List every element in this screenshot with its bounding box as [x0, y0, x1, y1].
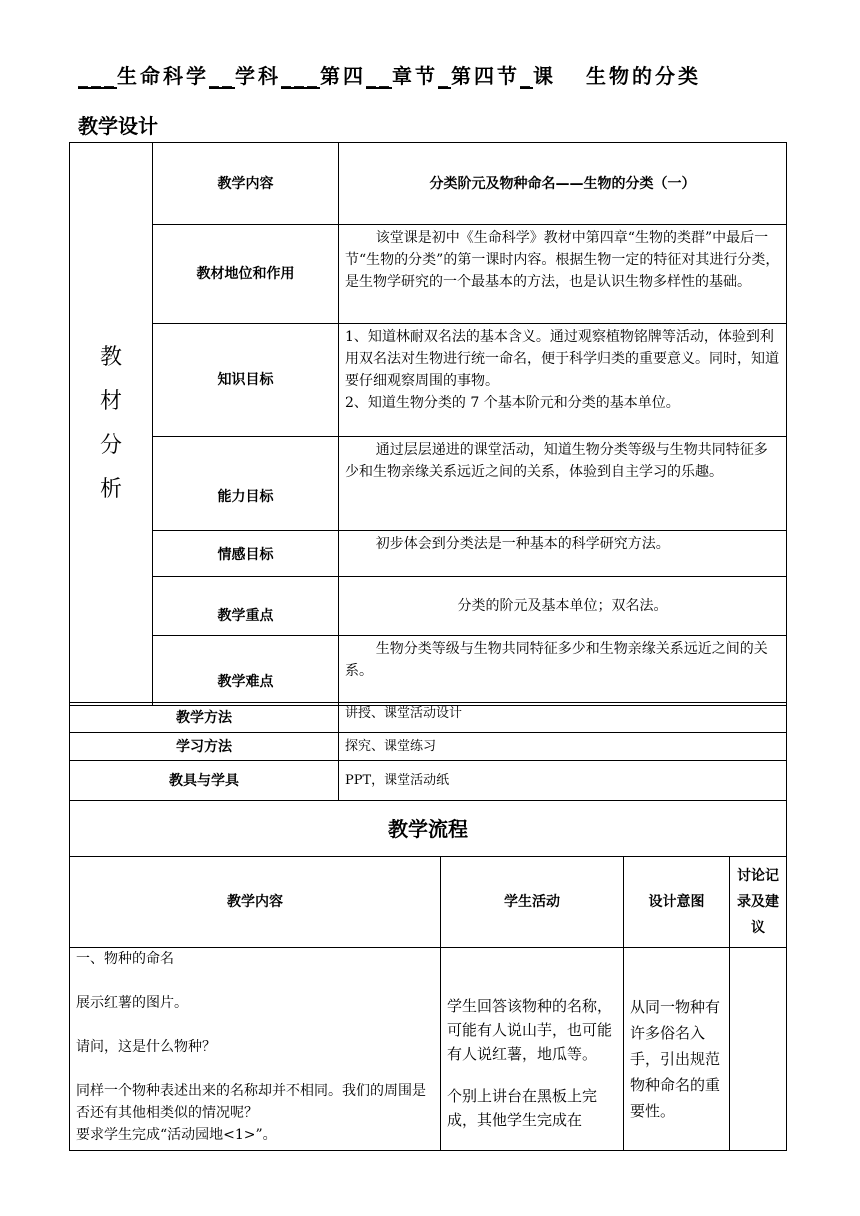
- difficulty-value: 生物分类等级与生物共同特征多少和生物亲缘关系远近之间的关系。: [339, 636, 787, 706]
- heading-chapter: 第四: [320, 64, 366, 88]
- ability-goal-value: 通过层层递进的课堂活动，知道生物分类等级与生物共同特征多少和生物亲缘关系远近之间的关系，体验到自主学习的乐趣。: [339, 437, 787, 531]
- heading-subject: 生命科学: [117, 64, 209, 88]
- row-label: 教学难点: [153, 636, 339, 706]
- flow-header-row: [70, 857, 787, 948]
- analysis-row: [70, 225, 787, 324]
- heading-blank: __: [209, 64, 235, 88]
- activity-line: 学生回答该物种的名称，可能有人说山芋，也可能有人说红薯，地瓜等。: [447, 997, 613, 1063]
- flow-row: [70, 948, 787, 1151]
- emotion-goal-value: 初步体会到分类法是一种基本的科学研究方法。: [339, 531, 787, 577]
- method-label: 教具与学具: [70, 761, 339, 801]
- heading-blank: _: [520, 64, 533, 88]
- method-value: 探究、课堂练习: [339, 733, 787, 761]
- flow-table: [69, 856, 787, 1151]
- method-value: PPT，课堂活动纸: [339, 761, 787, 801]
- heading-section-suffix: 课: [533, 64, 556, 88]
- method-label: 学习方法: [70, 733, 339, 761]
- method-row: [70, 733, 787, 761]
- side-char: 分: [99, 433, 122, 458]
- content-line: 展示红薯的图片。: [76, 995, 188, 1011]
- heading-lesson-title: 生物的分类: [586, 64, 701, 88]
- analysis-row: [70, 636, 787, 706]
- column-header-content: 教学内容: [70, 857, 441, 948]
- analysis-row: [70, 324, 787, 437]
- textbook-role-value: 该堂课是初中《生命科学》教材中第四章“生物的类群”中最后一节“生物的分类”的第一课时内容。根据生物一定的特征对其进行分类，是生物学研究的一个最基本的方法，也是认识生物多样性的基础。: [339, 225, 787, 324]
- side-char: 材: [99, 389, 122, 414]
- knowledge-goal-value: [339, 324, 787, 437]
- column-header-discussion: 讨论记录及建议: [730, 857, 787, 948]
- flow-title: 教学流程: [70, 801, 787, 857]
- column-header-intent: 设计意图: [624, 857, 730, 948]
- heading-blank: ___: [78, 64, 117, 88]
- column-header-activity: 学生活动: [441, 857, 624, 948]
- flow-activity-cell: [441, 948, 624, 1151]
- analysis-row: [70, 577, 787, 636]
- flow-content-cell: [70, 948, 441, 1151]
- row-label: 教学重点: [153, 577, 339, 636]
- key-point-value: 分类的阶元及基本单位；双名法。: [339, 577, 787, 636]
- heading-chapter-suffix: 章节: [392, 64, 438, 88]
- design-label: 教学设计: [78, 114, 158, 138]
- flow-discussion-cell: [730, 948, 787, 1151]
- side-char: 析: [99, 477, 122, 502]
- method-row: [70, 761, 787, 801]
- heading-subject-suffix: 学科: [235, 64, 281, 88]
- row-label: 情感目标: [153, 531, 339, 577]
- knowledge-goal-1: 1、知道林耐双名法的基本含义。通过观察植物铭牌等活动，体验到利用双名法对生物进行统一命名，便于科学归类的重要意义。同时，知道要仔细观察周围的事物。: [345, 329, 779, 389]
- flow-intent-cell: 从同一物种有许多俗名入手，引出规范物种命名的重要性。: [624, 948, 730, 1151]
- side-char: 教: [99, 345, 122, 370]
- row-label: 教学内容: [153, 143, 339, 225]
- row-label: 能力目标: [153, 437, 339, 531]
- analysis-row: [70, 143, 787, 225]
- method-value: 讲授、课堂活动设计: [339, 703, 787, 733]
- methods-table: [69, 702, 787, 857]
- activity-line: 个别上讲台在黑板上完成，其他学生完成在: [447, 1087, 598, 1129]
- heading-blank: _: [438, 64, 451, 88]
- row-label: 知识目标: [153, 324, 339, 437]
- heading-blank: ___: [281, 64, 320, 88]
- content-line: 要求学生完成“活动园地<1>”。: [76, 1127, 277, 1143]
- heading-section: 第四节: [451, 64, 520, 88]
- row-label: 教材地位和作用: [153, 225, 339, 324]
- method-row: [70, 703, 787, 733]
- textbook-analysis-label: [70, 143, 153, 706]
- content-line: 请问，这是什么物种？: [76, 1039, 216, 1055]
- analysis-table: [69, 142, 787, 706]
- analysis-row: [70, 531, 787, 577]
- document-heading: [78, 60, 701, 89]
- analysis-row: [70, 437, 787, 531]
- flow-title-row: [70, 801, 787, 857]
- knowledge-goal-2: 2、知道生物分类的 7 个基本阶元和分类的基本单位。: [345, 395, 680, 411]
- heading-blank: __: [366, 64, 392, 88]
- content-line: 一、物种的命名: [76, 951, 174, 967]
- content-line: 同样一个物种表述出来的名称却并不相同。我们的周围是否还有其他相类似的情况呢？: [76, 1083, 426, 1121]
- teaching-content-value: 分类阶元及物种命名——生物的分类（一）: [339, 143, 787, 225]
- method-label: 教学方法: [70, 703, 339, 733]
